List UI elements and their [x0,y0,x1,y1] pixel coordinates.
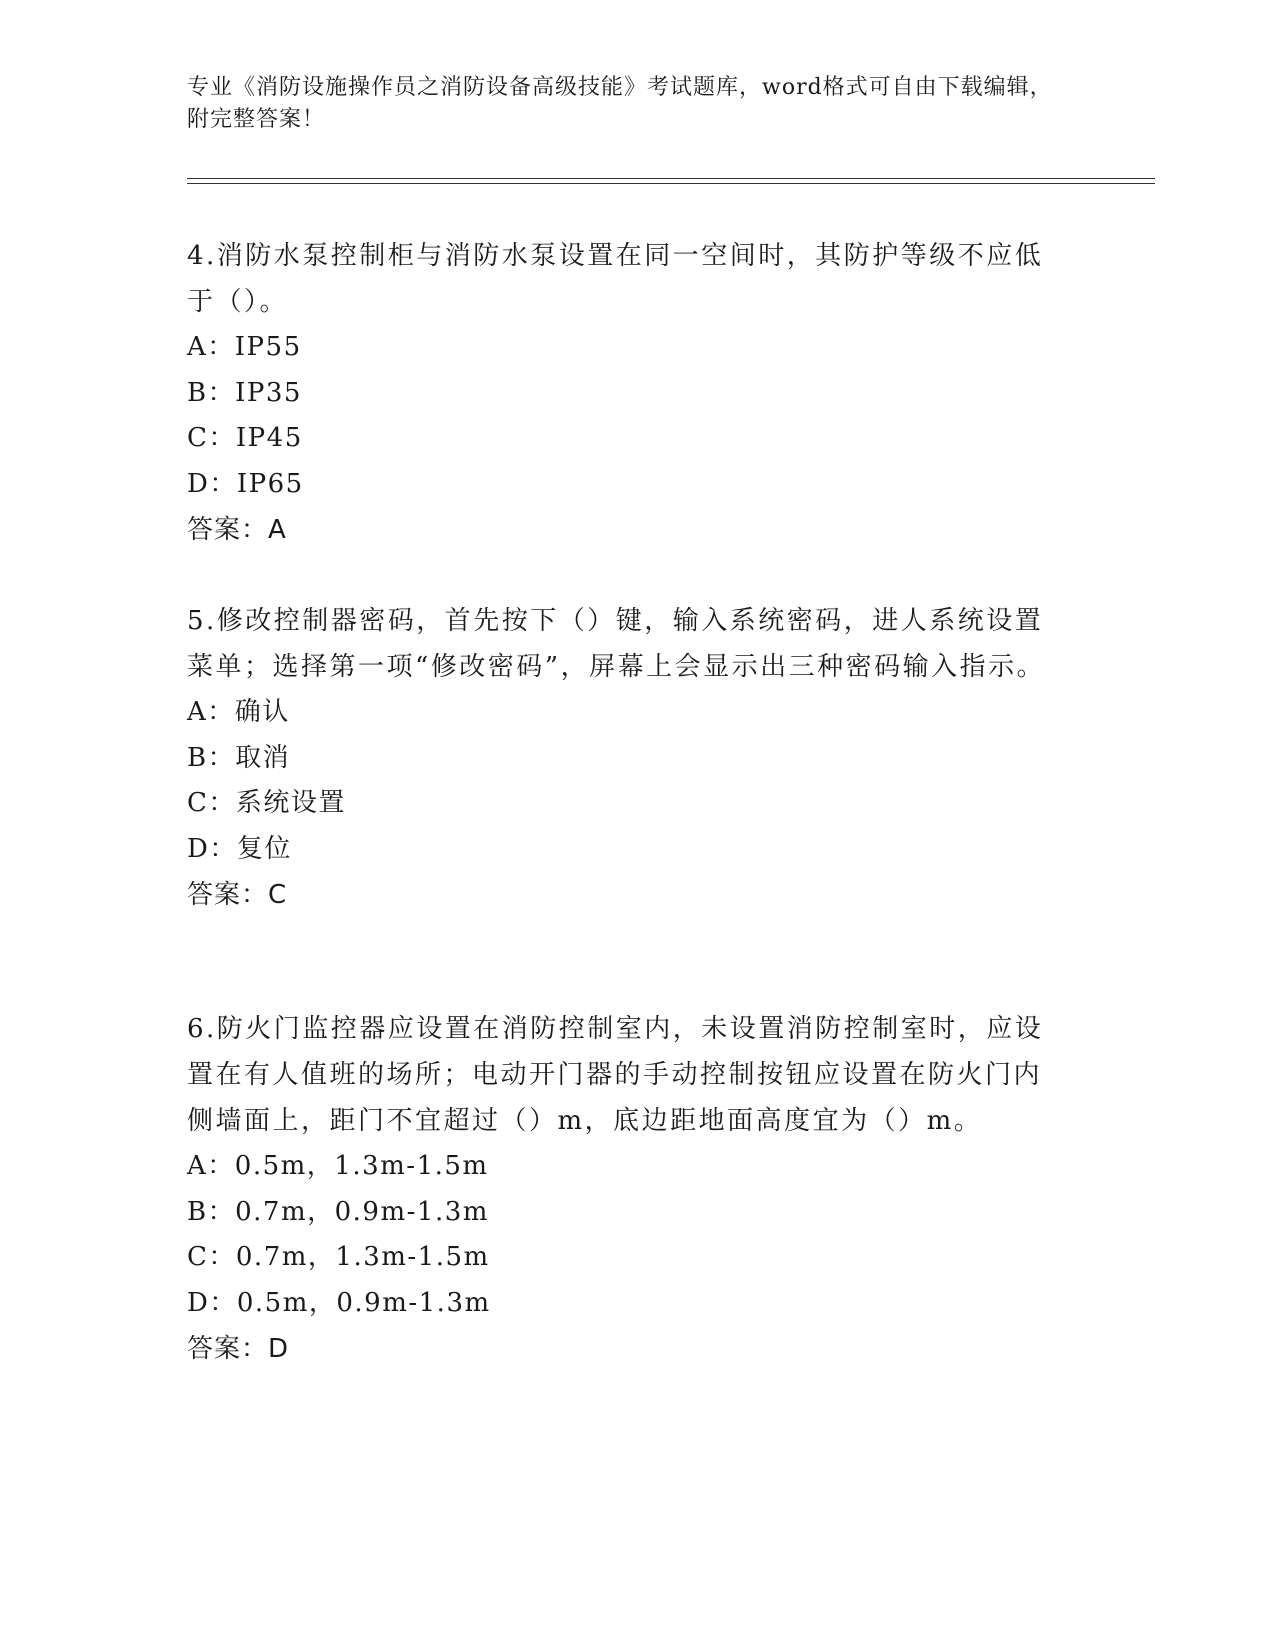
question-stem: 5.修改控制器密码，首先按下（）键，输入系统密码，进人系统设置菜单；选择第一项“修改密码”，屏幕上会显示出三种密码输入指示。 [187,606,1046,682]
option-d: D：0.5m，0.9m-1.3m [187,1287,491,1318]
option-c: C：IP45 [187,423,303,453]
question-stem: 6.防火门监控器应设置在消防控制室内，未设置消防控制室时，应设置在有人值班的场所；电动开门器的手动控制按钮应设置在防火门内侧墙面上，距门不宜超过（）m，底边距地面高度宜为（）m。 [187,1014,1044,1136]
header-divider-bottom [187,183,1155,184]
option-a: A：确认 [187,697,290,727]
option-b: B：0.7m，0.9m-1.3m [187,1196,489,1227]
option-a: A：IP55 [187,332,302,362]
option-d: D：复位 [187,833,292,864]
option-b: B：取消 [187,742,291,773]
question-4 [187,233,1067,553]
question-stem: 4.消防水泵控制柜与消防水泵设置在同一空间时，其防护等级不应低于（）。 [187,241,1044,317]
header-divider-top [187,178,1155,179]
answer: 答案：C [187,880,288,910]
answer: 答案：A [187,515,287,545]
option-c: C：0.7m，1.3m-1.5m [187,1242,490,1272]
option-c: C：系统设置 [187,788,346,818]
question-5 [187,598,1067,918]
question-6 [187,1006,1067,1372]
option-b: B：IP35 [187,377,302,408]
option-d: D：IP65 [187,468,304,499]
document-header: 专业《消防设施操作员之消防设备高级技能》考试题库，word格式可自由下载编辑，附完整答案！ [187,75,1053,132]
answer: 答案：D [187,1334,290,1364]
option-a: A：0.5m，1.3m-1.5m [187,1151,489,1181]
